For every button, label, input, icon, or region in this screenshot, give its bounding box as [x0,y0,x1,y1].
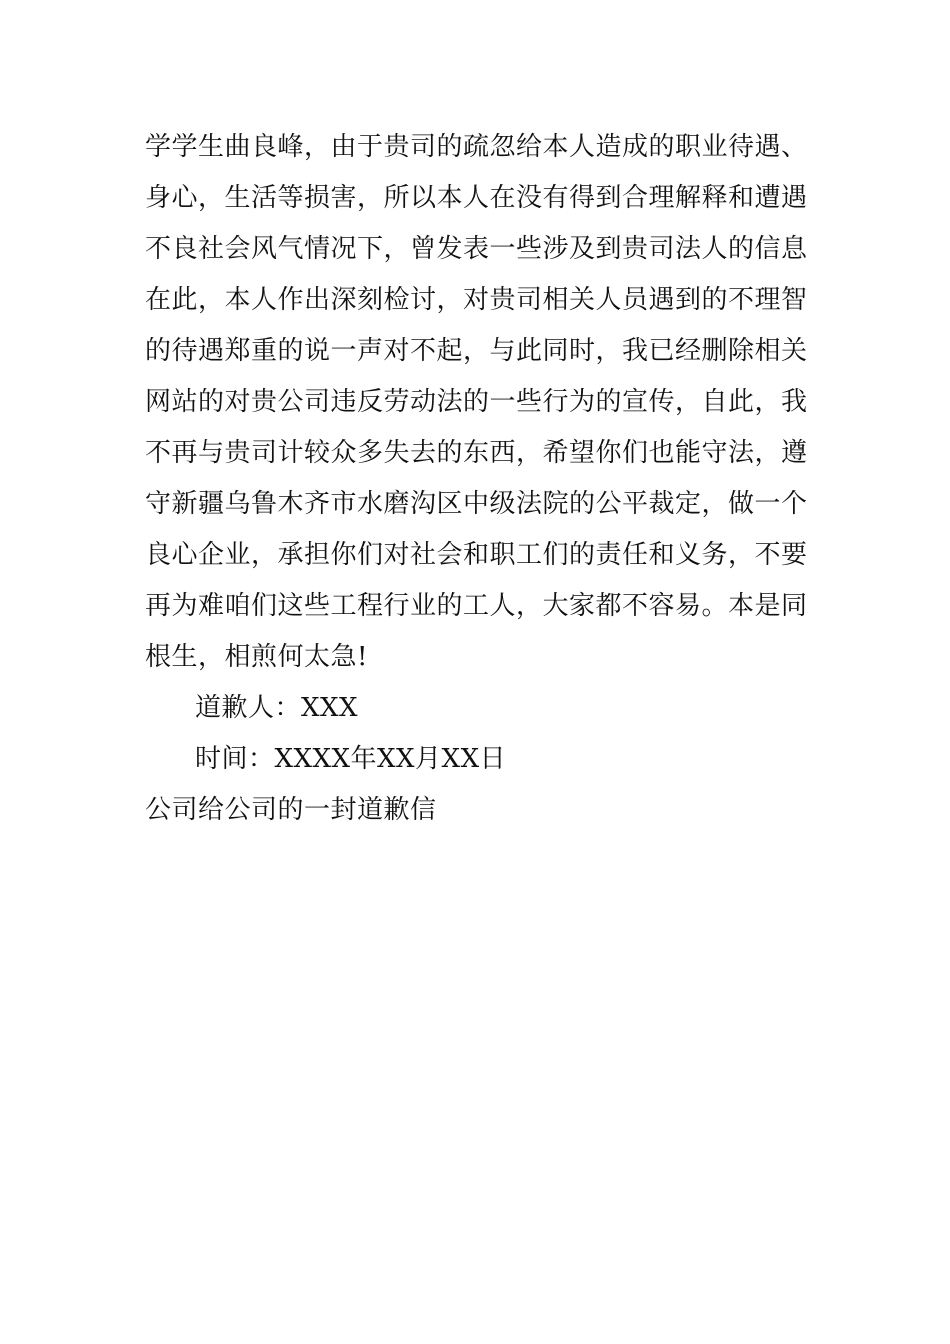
date-line: 时间：XXXX年XX月XX日 [195,744,507,774]
body-line-8: 守新疆乌鲁木齐市水磨沟区中级法院的公平裁定，做一个 [145,489,808,519]
body-line-10: 再为难咱们这些工程行业的工人，大家都不容易。本是同 [145,591,808,621]
body-line-4: 在此，本人作出深刻检讨，对贵司相关人员遇到的不理智 [145,285,808,315]
signature-line: 道歉人：XXX [195,693,359,723]
body-line-3: 不良社会风气情况下，曾发表一些涉及到贵司法人的信息 [145,234,808,264]
body-line-2: 身心，生活等损害，所以本人在没有得到合理解释和遭遇 [145,183,808,213]
body-line-9: 良心企业，承担你们对社会和职工们的责任和义务，不要 [145,540,808,570]
footer-title: 公司给公司的一封道歉信 [145,795,437,825]
body-line-6: 网站的对贵公司违反劳动法的一些行为的宣传，自此，我 [145,387,808,417]
letter-body [145,122,817,836]
body-line-11: 根生，相煎何太急! [145,642,368,672]
body-line-5: 的待遇郑重的说一声对不起，与此同时，我已经删除相关 [145,336,808,366]
body-line-7: 不再与贵司计较众多失去的东西，希望你们也能守法，遵 [145,438,808,468]
body-line-1: 学学生曲良峰，由于贵司的疏忽给本人造成的职业待遇、 [145,132,808,162]
